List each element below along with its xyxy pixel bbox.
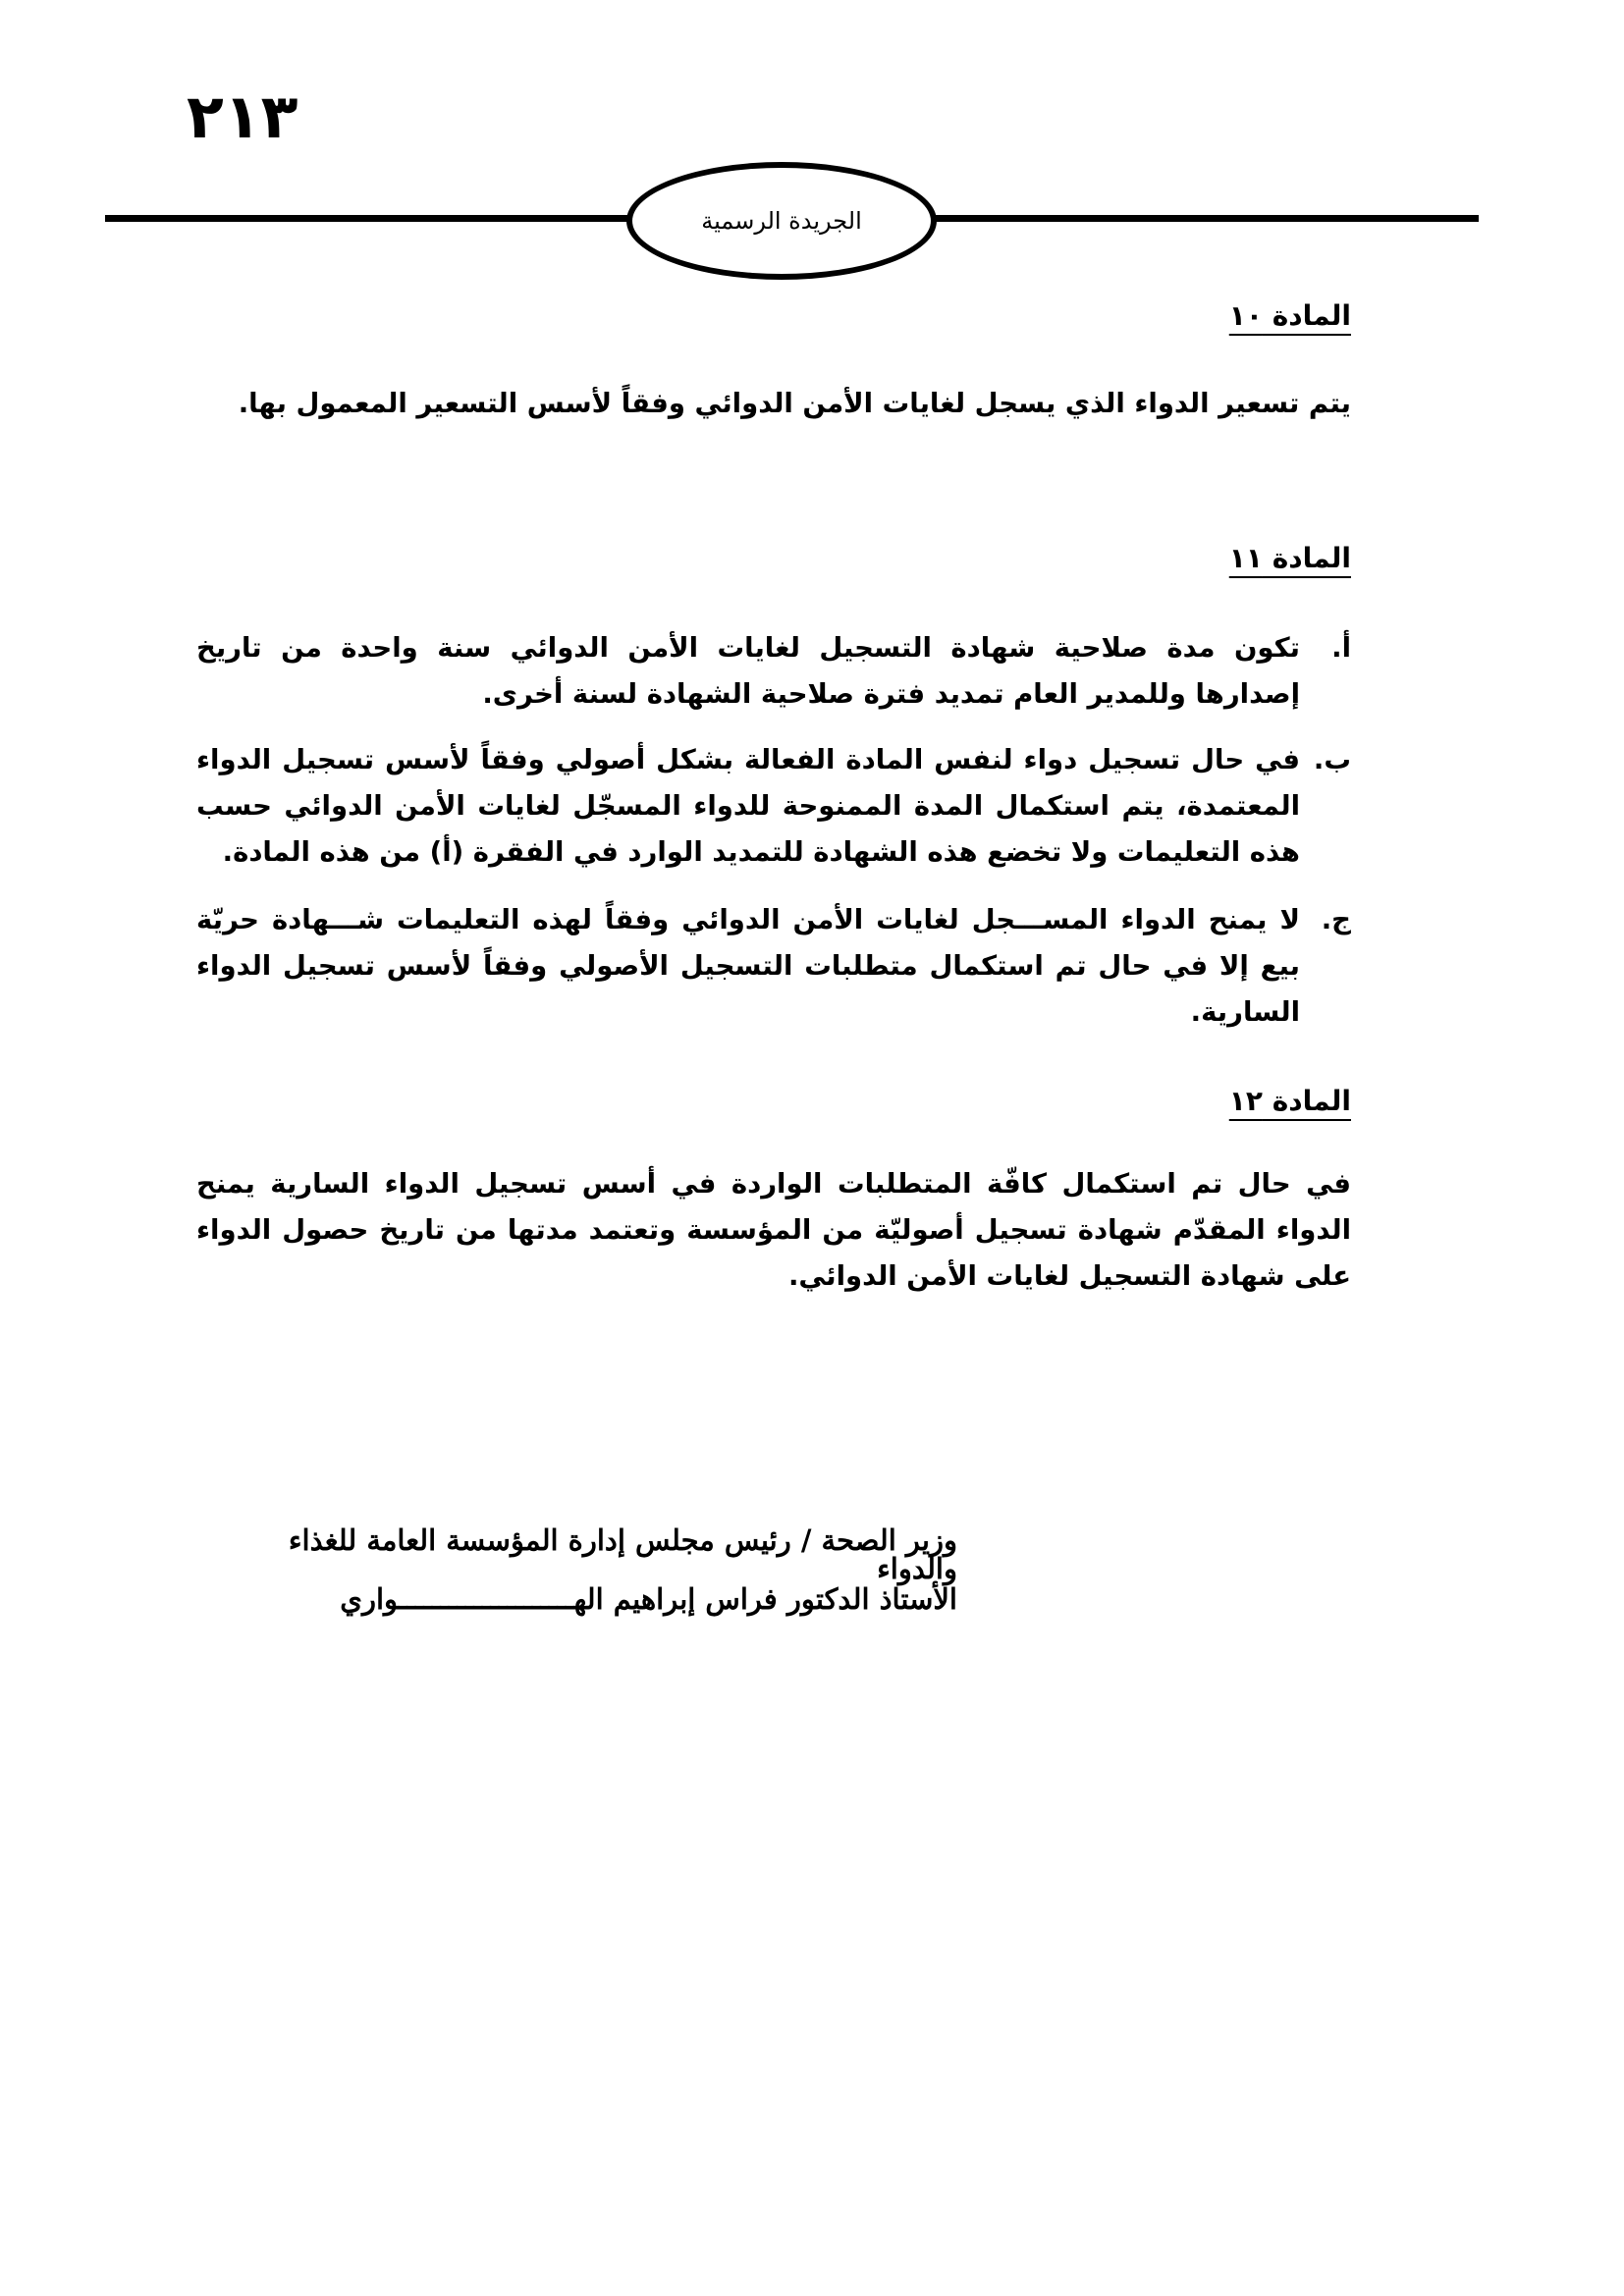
list-item-text: في حال تسجيل دواء لنفس المادة الفعالة بشكل أصولي وفقاً لأسس تسجيل الدواء المعتمدة، يتم استكمال المدة الممنوحة للدواء المسجّل لغايات الأمن الدوائي حسب هذه التعليمات ولا تخضع هذه الشهادة للتمديد الوارد في الفقرة (أ) من هذه المادة. (196, 744, 1300, 868)
list-item-text: لا يمنح الدواء المســـجل لغايات الأمن الدوائي وفقاً لهذه التعليمات شـــهادة حريّة بيع إلا في حال تم استكمال متطلبات التسجيل الأصولي وفقاً لأسس تسجيل الدواء السارية. (196, 904, 1300, 1028)
article-11-item-b (196, 737, 1351, 876)
list-marker: أ. (1331, 632, 1351, 664)
signatory-title: وزير الصحة / رئيس مجلس إدارة المؤسسة العامة للغذاء والدواء (288, 1523, 957, 1585)
article-11-item-a (196, 625, 1351, 718)
list-item-text: تكون مدة صلاحية شهادة التسجيل لغايات الأمن الدوائي سنة واحدة من تاريخ إصدارها وللمدير العام تمديد فترة صلاحية الشهادة لسنة أخرى. (196, 632, 1300, 710)
article-11-item-c (196, 897, 1351, 1036)
page-number: ٢١٣ (187, 80, 298, 152)
article-10-heading: المادة ١٠ (1228, 299, 1351, 332)
signatory-name: الأستاذ الدكتور فراس إبراهيم الهـــــــــــــــــــــواري (340, 1582, 957, 1616)
article-11-heading: المادة ١١ (1228, 542, 1351, 574)
article-12-text: في حال تم استكمال كافّة المتطلبات الواردة في أسس تسجيل الدواء السارية يمنح الدواء المقدّم شهادة تسجيل أصوليّة من المؤسسة وتعتمد مدتها من تاريخ حصول الدواء على شهادة التسجيل لغايات الأمن الدوائي. (196, 1168, 1351, 1292)
list-marker: ج. (1321, 904, 1351, 935)
article-12-heading: المادة ١٢ (1228, 1085, 1351, 1117)
article-10-text: يتم تسعير الدواء الذي يسجل لغايات الأمن الدوائي وفقاً لأسس التسعير المعمول بها. (238, 388, 1351, 419)
gazette-header-badge (626, 162, 937, 280)
gazette-title: الجريدة الرسمية (701, 207, 862, 235)
list-marker: ب. (1313, 744, 1351, 775)
